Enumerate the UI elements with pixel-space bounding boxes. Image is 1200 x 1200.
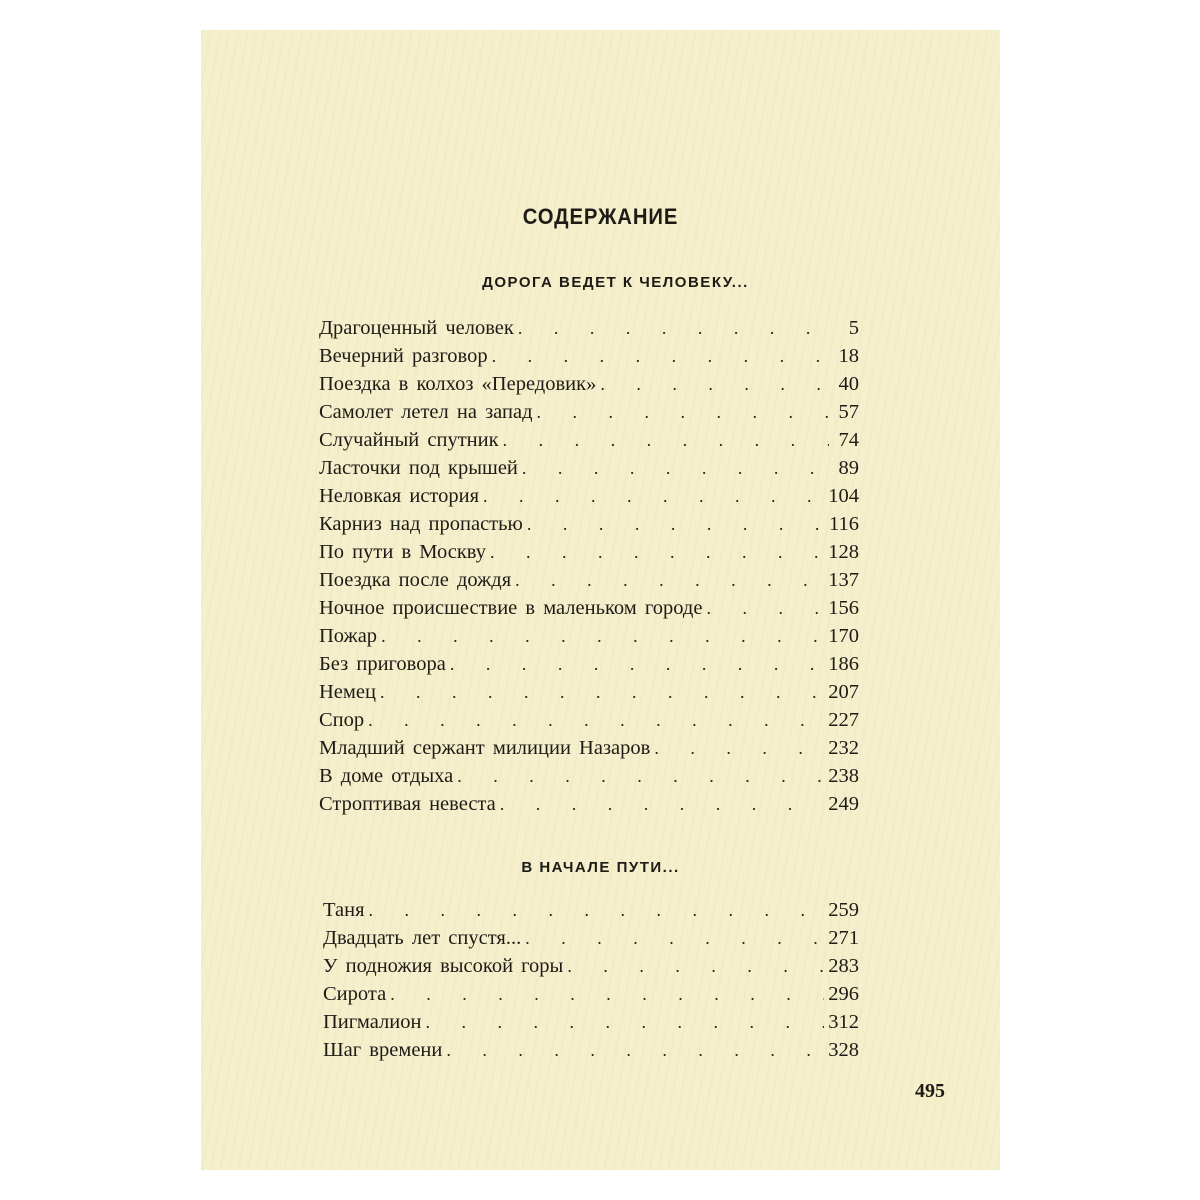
toc-entry-page: 104 <box>828 485 859 507</box>
dot-leader <box>483 482 824 510</box>
toc-entry-title: Неловкая история <box>319 485 480 507</box>
dot-leader <box>380 678 824 706</box>
dot-leader <box>492 342 829 370</box>
toc-entry-page: 186 <box>828 653 859 675</box>
dot-leader <box>425 1008 824 1036</box>
toc-entry-title: Младший сержант милиции Назаров <box>319 737 651 759</box>
dot-leader <box>457 762 824 790</box>
toc-entry-title: Поездка после дождя <box>319 569 512 591</box>
toc-entry-title: Драгоценный человек <box>319 317 514 339</box>
toc-entry-title: Шаг времени <box>323 1039 443 1061</box>
book-page <box>201 30 1000 1170</box>
toc-entry <box>319 314 859 342</box>
toc-entry <box>319 426 859 454</box>
toc-entry-page: 232 <box>828 737 859 759</box>
dot-leader <box>503 426 829 454</box>
toc-entry-title: Вечерний разговор <box>319 345 488 367</box>
toc-list <box>319 314 859 818</box>
toc-entry-page: 259 <box>828 899 859 921</box>
toc-entry-title: Таня <box>323 899 365 921</box>
section-heading: ДОРОГА ВЕДЕТ К ЧЕЛОВЕКУ... <box>482 274 749 291</box>
toc-entry-page: 312 <box>828 1011 859 1033</box>
toc-entry-title: Пигмалион <box>323 1011 422 1033</box>
toc-entry-title: Поездка в колхоз «Передовик» <box>319 373 597 395</box>
toc-entry-title: Карниз над пропастью <box>319 513 523 535</box>
toc-entry <box>323 896 859 924</box>
dot-leader <box>390 980 824 1008</box>
dot-leader <box>369 896 825 924</box>
toc-entry-page: 170 <box>828 625 859 647</box>
toc-entry-page: 57 <box>838 401 859 423</box>
toc-entry-title: Сирота <box>323 983 387 1005</box>
toc-entry <box>319 370 859 398</box>
dot-leader <box>446 1036 824 1064</box>
toc-entry <box>323 1036 859 1064</box>
toc-entry <box>319 342 859 370</box>
toc-entry <box>323 1008 859 1036</box>
toc-entry <box>319 566 859 594</box>
page-title: СОДЕРЖАНИЕ <box>522 204 679 229</box>
toc-entry-title: Ночное происшествие в маленьком городе <box>319 597 703 619</box>
dot-leader <box>450 650 824 678</box>
toc-entry <box>323 924 859 952</box>
toc-entry-page: 296 <box>828 983 859 1005</box>
toc-entry-title: По пути в Москву <box>319 541 487 563</box>
toc-entry <box>319 650 859 678</box>
toc-entry-page: 40 <box>838 373 859 395</box>
toc-entry <box>323 980 859 1008</box>
dot-leader <box>518 314 829 342</box>
toc-entry-page: 137 <box>828 569 859 591</box>
toc-entry <box>319 510 859 538</box>
dot-leader <box>368 706 824 734</box>
toc-entry-title: У подножия высокой горы <box>323 955 564 977</box>
toc-entry-page: 283 <box>828 955 859 977</box>
toc-entry-title: Самолет летел на запад <box>319 401 533 423</box>
toc-entry-page: 227 <box>828 709 859 731</box>
toc-entry-page: 156 <box>828 597 859 619</box>
dot-leader <box>654 734 824 762</box>
toc-entry-title: Двадцать лет спустя... <box>323 927 522 949</box>
toc-entry-title: Без приговора <box>319 653 446 675</box>
dot-leader <box>522 454 829 482</box>
toc-entry <box>319 538 859 566</box>
toc-entry-title: Спор <box>319 709 365 731</box>
toc-entry <box>319 398 859 426</box>
toc-entry-page: 128 <box>828 541 859 563</box>
toc-entry-title: В доме отдыха <box>319 765 454 787</box>
dot-leader <box>500 790 825 818</box>
toc-entry <box>319 622 859 650</box>
toc-entry-title: Ласточки под крышей <box>319 457 518 479</box>
dot-leader <box>515 566 824 594</box>
dot-leader <box>527 510 825 538</box>
dot-leader <box>537 398 830 426</box>
toc-entry-page: 271 <box>828 927 859 949</box>
toc-entry <box>319 790 859 818</box>
toc-list <box>323 896 859 1064</box>
toc-entry-page: 18 <box>838 345 859 367</box>
dot-leader <box>706 594 824 622</box>
toc-entry-page: 238 <box>828 765 859 787</box>
toc-entry-page: 328 <box>828 1039 859 1061</box>
toc-entry <box>323 952 859 980</box>
toc-entry <box>319 482 859 510</box>
toc-entry-page: 116 <box>829 513 859 535</box>
toc-entry-title: Случайный спутник <box>319 429 499 451</box>
toc-entry-page: 249 <box>828 793 859 815</box>
toc-entry <box>319 678 859 706</box>
toc-entry <box>319 454 859 482</box>
toc-entry-title: Пожар <box>319 625 378 647</box>
dot-leader <box>525 924 824 952</box>
toc-entry-title: Немец <box>319 681 376 703</box>
dot-leader <box>490 538 824 566</box>
page-number: 495 <box>915 1080 945 1102</box>
toc-entry-page: 5 <box>848 317 859 339</box>
toc-entry <box>319 594 859 622</box>
toc-entry <box>319 734 859 762</box>
section-heading: В НАЧАЛЕ ПУТИ... <box>521 859 680 876</box>
dot-leader <box>600 370 829 398</box>
toc-entry <box>319 706 859 734</box>
toc-entry <box>319 762 859 790</box>
toc-entry-page: 207 <box>828 681 859 703</box>
toc-entry-title: Строптивая невеста <box>319 793 496 815</box>
dot-leader <box>567 952 824 980</box>
toc-entry-page: 74 <box>838 429 859 451</box>
toc-entry-page: 89 <box>838 457 859 479</box>
dot-leader <box>381 622 824 650</box>
